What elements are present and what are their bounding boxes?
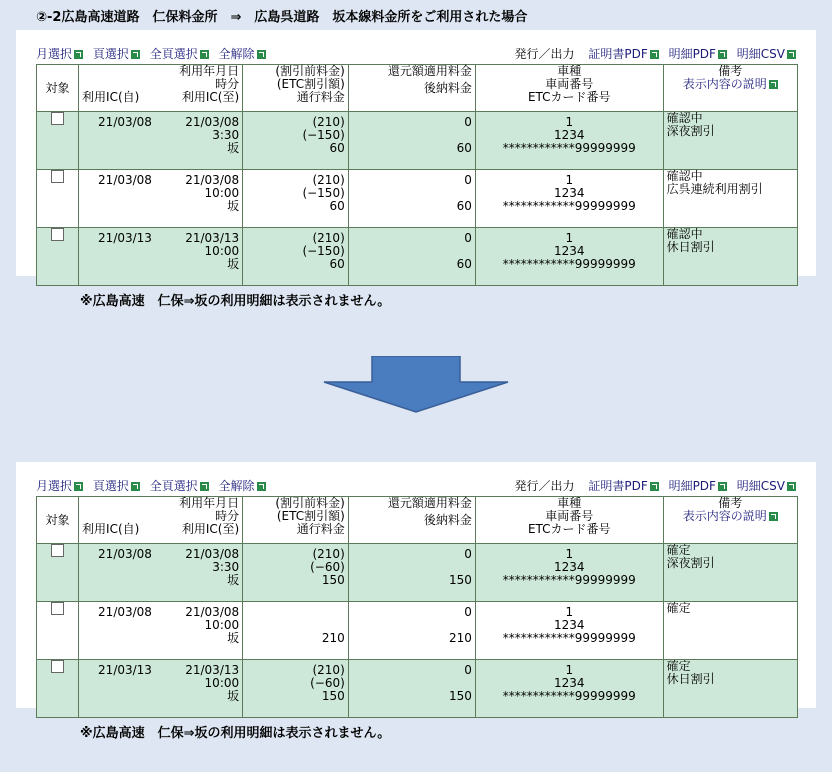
vehicle-cell: 1 1234 ************99999999: [475, 228, 663, 286]
table-row: [37, 170, 798, 228]
remarks-cell: 確定: [663, 602, 797, 660]
external-link-icon: [200, 482, 209, 491]
page-select-link[interactable]: 頁選択: [93, 47, 140, 61]
external-link-icon: [74, 50, 83, 59]
toll-cell: (210) (−150) 60: [243, 170, 349, 228]
remarks-header: 備考 表示内容の説明: [663, 497, 797, 544]
vehicle-cell: 1 1234 ************99999999: [475, 544, 663, 602]
certificate-pdf-link[interactable]: 証明書PDF: [588, 47, 658, 61]
target-header: 対象: [37, 497, 79, 544]
toll-cell: (210) (−60) 150: [243, 544, 349, 602]
page-select-link[interactable]: 頁選択: [93, 479, 140, 493]
table-row: [37, 602, 798, 660]
vehicle-cell: 1 1234 ************99999999: [475, 660, 663, 718]
date-ic-cell: 21/03/08 21/03/08 10:00 坂: [79, 170, 243, 228]
external-link-icon: [769, 512, 778, 521]
remarks-header: 備考 表示内容の説明: [663, 65, 797, 112]
remarks-explanation-link[interactable]: 表示内容の説明: [667, 78, 794, 91]
vehicle-cell: 1 1234 ************99999999: [475, 170, 663, 228]
detail-pdf-link[interactable]: 明細PDF: [669, 479, 727, 493]
remarks-cell: 確定 深夜割引: [663, 544, 797, 602]
refund-header: 還元額適用料金 後納料金: [348, 497, 475, 544]
external-link-icon: [787, 482, 796, 491]
refund-cell: 0 150: [348, 544, 475, 602]
vehicle-header: 車種 車両番号 ETCカード番号: [475, 497, 663, 544]
external-link-icon: [74, 482, 83, 491]
vehicle-cell: 1 1234 ************99999999: [475, 112, 663, 170]
remarks-cell: 確認中 深夜割引: [663, 112, 797, 170]
external-link-icon: [650, 482, 659, 491]
toolbar: [36, 478, 796, 494]
month-select-link[interactable]: 月選択: [36, 479, 83, 493]
refund-cell: 0 150: [348, 660, 475, 718]
clear-all-link[interactable]: 全解除: [219, 47, 266, 61]
issue-output-label: 発行／出力: [514, 47, 575, 61]
row-checkbox-cell: [37, 228, 79, 286]
table-header-row: [37, 497, 798, 544]
remarks-cell: 確定 休日割引: [663, 660, 797, 718]
date-ic-cell: 21/03/13 21/03/13 10:00 坂: [79, 660, 243, 718]
vehicle-header: 車種 車両番号 ETCカード番号: [475, 65, 663, 112]
table-row: [37, 544, 798, 602]
month-select-link[interactable]: 月選択: [36, 47, 83, 61]
clear-all-link[interactable]: 全解除: [219, 479, 266, 493]
date-ic-header: 利用年月日 時分 利用IC(自) 利用IC(至): [79, 497, 243, 544]
row-checkbox[interactable]: [51, 228, 64, 241]
footnote-after: ※広島高速 仁保⇒坂の利用明細は表示されません。: [80, 726, 391, 741]
down-arrow-icon: [322, 356, 510, 414]
footnote-before: ※広島高速 仁保⇒坂の利用明細は表示されません。: [80, 294, 391, 309]
external-link-icon: [718, 50, 727, 59]
page-heading: ②-2広島高速道路 仁保料金所 ⇒ 広島呉道路 坂本線料金所をご利用された場合: [36, 10, 528, 25]
external-link-icon: [650, 50, 659, 59]
external-link-icon: [718, 482, 727, 491]
row-checkbox[interactable]: [51, 544, 64, 557]
external-link-icon: [257, 482, 266, 491]
issue-output-label: 発行／出力: [514, 479, 575, 493]
all-page-select-link[interactable]: 全頁選択: [150, 47, 209, 61]
detail-csv-link[interactable]: 明細CSV: [737, 479, 796, 493]
external-link-icon: [131, 50, 140, 59]
table-row: [37, 112, 798, 170]
row-checkbox[interactable]: [51, 170, 64, 183]
remarks-cell: 確認中 休日割引: [663, 228, 797, 286]
row-checkbox[interactable]: [51, 660, 64, 673]
row-checkbox-cell: [37, 602, 79, 660]
toll-cell: (210) (−150) 60: [243, 228, 349, 286]
table-row: [37, 228, 798, 286]
date-ic-cell: 21/03/08 21/03/08 3:30 坂: [79, 544, 243, 602]
table-row: [37, 660, 798, 718]
date-ic-cell: 21/03/08 21/03/08 3:30 坂: [79, 112, 243, 170]
usage-panel-after: [16, 462, 816, 708]
row-checkbox-cell: [37, 660, 79, 718]
external-link-icon: [787, 50, 796, 59]
detail-pdf-link[interactable]: 明細PDF: [669, 47, 727, 61]
toll-cell: (210) (−150) 60: [243, 112, 349, 170]
toll-header: (割引前料金) (ETC割引額) 通行料金: [243, 497, 349, 544]
row-checkbox[interactable]: [51, 602, 64, 615]
target-header: 対象: [37, 65, 79, 112]
vehicle-cell: 1 1234 ************99999999: [475, 602, 663, 660]
row-checkbox[interactable]: [51, 112, 64, 125]
external-link-icon: [200, 50, 209, 59]
usage-table: [36, 496, 798, 718]
refund-header: 還元額適用料金 後納料金: [348, 65, 475, 112]
date-ic-header: 利用年月日 時分 利用IC(自) 利用IC(至): [79, 65, 243, 112]
all-page-select-link[interactable]: 全頁選択: [150, 479, 209, 493]
date-ic-cell: 21/03/13 21/03/13 10:00 坂: [79, 228, 243, 286]
row-checkbox-cell: [37, 544, 79, 602]
toll-cell: 210: [243, 602, 349, 660]
remarks-explanation-link[interactable]: 表示内容の説明: [667, 510, 794, 523]
usage-table: [36, 64, 798, 286]
refund-cell: 0 60: [348, 112, 475, 170]
detail-csv-link[interactable]: 明細CSV: [737, 47, 796, 61]
certificate-pdf-link[interactable]: 証明書PDF: [588, 479, 658, 493]
refund-cell: 0 210: [348, 602, 475, 660]
external-link-icon: [131, 482, 140, 491]
toll-cell: (210) (−60) 150: [243, 660, 349, 718]
remarks-cell: 確認中 広呉連続利用割引: [663, 170, 797, 228]
usage-panel-before: [16, 30, 816, 276]
refund-cell: 0 60: [348, 170, 475, 228]
external-link-icon: [257, 50, 266, 59]
table-header-row: [37, 65, 798, 112]
refund-cell: 0 60: [348, 228, 475, 286]
toll-header: (割引前料金) (ETC割引額) 通行料金: [243, 65, 349, 112]
row-checkbox-cell: [37, 112, 79, 170]
toolbar: [36, 46, 796, 62]
external-link-icon: [769, 80, 778, 89]
date-ic-cell: 21/03/08 21/03/08 10:00 坂: [79, 602, 243, 660]
row-checkbox-cell: [37, 170, 79, 228]
